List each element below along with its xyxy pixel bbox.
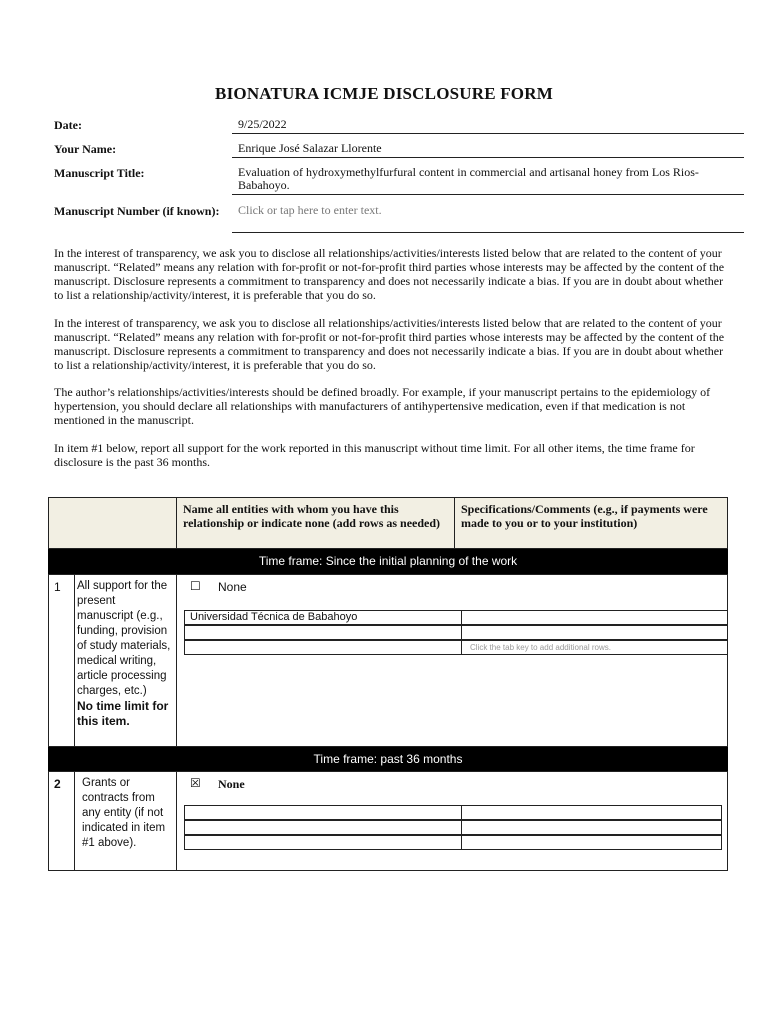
item-1-subrow-3[interactable] <box>184 640 728 655</box>
item-1-none-label: None <box>218 580 247 594</box>
manuscript-title-field[interactable]: Evaluation of hydroxymethylfurfural content in commercial and artisanal honey from Los Rios-Babahoyo. <box>232 166 744 195</box>
item-1-no-time-limit: No time limit for this item. <box>77 699 169 728</box>
intro-paragraph-2: In the interest of transparency, we ask you to disclose all relationships/activities/interests listed below that are related to the content of your manuscript. “Related” means any relation with for-profit or not-for-profit third parties whose interests may be affected by the content of the manuscript. Disclosure represents a commitment to transparency and does not necessarily indicate a bias. If you are in doubt about whether to list a relationship/activity/interest, it is preferable that you do so. <box>54 316 725 372</box>
item-1-subrow-2[interactable] <box>184 625 728 640</box>
broad-definition-paragraph: The author’s relationships/activities/interests should be defined broadly. For example, if your manuscript pertains to the epidemiology of hypertension, you should declare all relationships with manufacturers of antihypertensive medication, even if that medication is not mentioned in the manuscript. <box>54 385 711 427</box>
item-1-description-text: All support for the present manuscript (e.g., funding, provision of study materials, medical writing, article processing charges, etc.) <box>77 580 171 697</box>
item-1-number: 1 <box>54 580 61 594</box>
item-2-number: 2 <box>54 777 61 791</box>
header-entities: Name all entities with whom you have this relationship or indicate none (add rows as needed) <box>176 497 455 549</box>
time-frame-band-2: Time frame: past 36 months <box>48 747 728 771</box>
time-frame-paragraph: In item #1 below, report all support for the work reported in this manuscript without time limit. For all other items, the time frame for disclosure is the past 36 months. <box>54 441 695 469</box>
name-field[interactable]: Enrique José Salazar Llorente <box>232 142 744 158</box>
item-2-description: Grants or contracts from any entity (if not indicated in item #1 above). <box>82 777 166 849</box>
item-1-description <box>77 579 173 729</box>
manuscript-title-label: Manuscript Title: <box>54 166 145 180</box>
manuscript-number-label: Manuscript Number (if known): <box>54 204 220 218</box>
item-2-subrow-1[interactable] <box>184 805 722 820</box>
date-label: Date: <box>54 118 82 132</box>
manuscript-number-field[interactable]: Click or tap here to enter text. <box>232 204 744 233</box>
add-rows-hint: Click the tab key to add additional rows. <box>470 643 611 652</box>
form-title: BIONATURA ICMJE DISCLOSURE FORM <box>215 84 553 103</box>
item-2-none-checkbox[interactable]: ☒ <box>190 776 201 790</box>
item-2-subrow-3[interactable] <box>184 835 722 850</box>
item-1-subrow-1[interactable] <box>184 610 728 625</box>
item-2-none-label: None <box>218 777 245 791</box>
time-frame-band-1: Time frame: Since the initial planning of the work <box>48 549 728 574</box>
header-comments: Specifications/Comments (e.g., if payments were made to you or to your institution) <box>454 497 728 549</box>
item-2-subrow-2[interactable] <box>184 820 722 835</box>
header-blank-cell <box>48 497 177 549</box>
item-1-entity-cell-1[interactable]: Universidad Técnica de Babahoyo <box>190 611 358 623</box>
name-label: Your Name: <box>54 142 117 156</box>
date-field[interactable]: 9/25/2022 <box>232 118 744 134</box>
item-1-none-checkbox[interactable]: ☐ <box>190 579 201 593</box>
intro-paragraph-1: In the interest of transparency, we ask you to disclose all relationships/activities/interests listed below that are related to the content of your manuscript. “Related” means any relation with for-profit or not-for-profit third parties whose interests may be affected by the content of the manuscript. Disclosure represents a commitment to transparency and does not necessarily indicate a bias. If you are in doubt about whether to list a relationship/activity/interest, it is preferable that you do so. <box>54 246 725 302</box>
